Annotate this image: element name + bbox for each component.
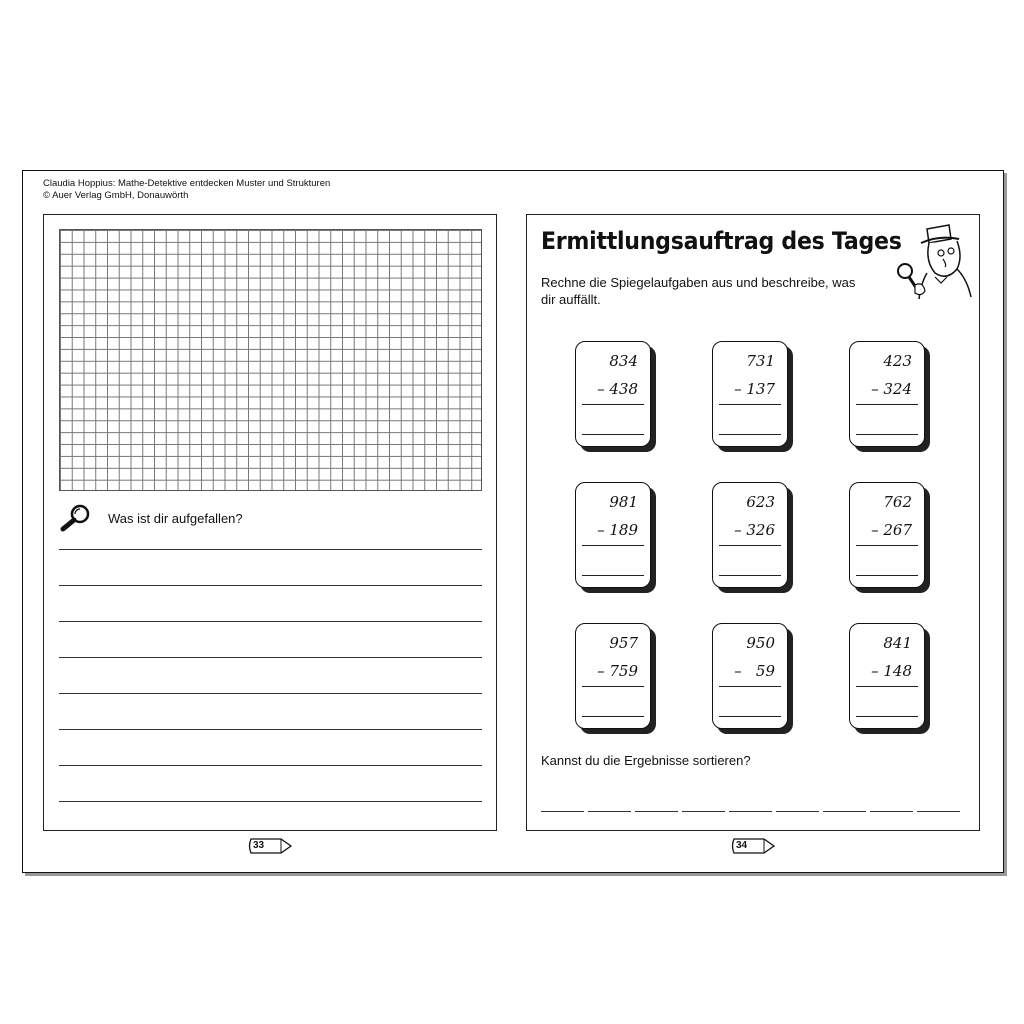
- subtraction-card: [712, 341, 788, 447]
- right-page: [526, 214, 980, 831]
- subtrahend: – 759: [597, 662, 638, 680]
- minuend: 423: [883, 352, 912, 370]
- minuend: 623: [746, 493, 775, 511]
- minuend: 841: [883, 634, 912, 652]
- answer-line[interactable]: [582, 434, 644, 435]
- sum-line: [582, 545, 644, 546]
- sum-line: [856, 545, 918, 546]
- sum-line: [582, 686, 644, 687]
- subtrahend: – 326: [734, 521, 775, 539]
- writing-line[interactable]: [59, 585, 482, 586]
- subtraction-card: [849, 482, 925, 588]
- squared-grid: [59, 229, 482, 491]
- subtraction-card: [575, 623, 651, 729]
- magnifying-glass-icon: [58, 503, 92, 538]
- subtraction-card: [849, 341, 925, 447]
- subtraction-card: [712, 482, 788, 588]
- subtrahend: – 137: [734, 380, 775, 398]
- reflection-question: Was ist dir aufgefallen?: [108, 511, 243, 526]
- worksheet-spread: [22, 170, 1004, 873]
- subtrahend: – 438: [597, 380, 638, 398]
- sort-answer-blank[interactable]: [635, 811, 678, 812]
- answer-line[interactable]: [719, 575, 781, 576]
- writing-line[interactable]: [59, 765, 482, 766]
- sort-answer-blank[interactable]: [823, 811, 866, 812]
- sum-line: [719, 404, 781, 405]
- answer-line[interactable]: [856, 716, 918, 717]
- left-page: [43, 214, 497, 831]
- subtraction-card: [575, 341, 651, 447]
- sort-answer-blank[interactable]: [541, 811, 584, 812]
- subtraction-card: [712, 623, 788, 729]
- answer-line[interactable]: [856, 575, 918, 576]
- sum-line: [856, 404, 918, 405]
- sort-answer-blank[interactable]: [588, 811, 631, 812]
- subtrahend: – 59: [734, 662, 775, 680]
- answer-line[interactable]: [582, 575, 644, 576]
- copyright-header: [43, 178, 330, 202]
- page-number-badge-left: [247, 837, 295, 855]
- subtrahend: – 189: [597, 521, 638, 539]
- subtraction-card: [849, 623, 925, 729]
- sum-line: [582, 404, 644, 405]
- writing-line[interactable]: [59, 621, 482, 622]
- page-number: 33: [253, 840, 265, 851]
- sort-answer-blank[interactable]: [682, 811, 725, 812]
- writing-line[interactable]: [59, 729, 482, 730]
- detective-icon: [891, 221, 973, 306]
- answer-line[interactable]: [719, 434, 781, 435]
- subtrahend: – 148: [871, 662, 912, 680]
- answer-line[interactable]: [856, 434, 918, 435]
- sort-answer-blank[interactable]: [776, 811, 819, 812]
- answer-line[interactable]: [582, 716, 644, 717]
- subtrahend: – 267: [871, 521, 912, 539]
- page-title: Ermittlungsauftrag des Tages: [541, 227, 902, 255]
- sort-answer-blank[interactable]: [729, 811, 772, 812]
- sum-line: [856, 686, 918, 687]
- task-instruction: Rechne die Spiegelaufgaben aus und beschreibe, was dir auffällt.: [541, 275, 856, 307]
- minuend: 731: [746, 352, 775, 370]
- writing-line[interactable]: [59, 801, 482, 802]
- writing-line[interactable]: [59, 657, 482, 658]
- minuend: 957: [609, 634, 638, 652]
- answer-line[interactable]: [719, 716, 781, 717]
- writing-line[interactable]: [59, 693, 482, 694]
- subtrahend: – 324: [871, 380, 912, 398]
- sum-line: [719, 686, 781, 687]
- minuend: 834: [609, 352, 638, 370]
- subtraction-card: [575, 482, 651, 588]
- minuend: 762: [883, 493, 912, 511]
- sum-line: [719, 545, 781, 546]
- minuend: 950: [746, 634, 775, 652]
- minuend: 981: [609, 493, 638, 511]
- page-number: 34: [736, 840, 748, 851]
- sort-answer-blank[interactable]: [917, 811, 960, 812]
- sort-answer-blank[interactable]: [870, 811, 913, 812]
- sort-question: Kannst du die Ergebnisse sortieren?: [541, 753, 751, 768]
- page-number-badge-right: [730, 837, 778, 855]
- writing-line[interactable]: [59, 549, 482, 550]
- publisher-line: © Auer Verlag GmbH, Donauwörth: [43, 190, 189, 201]
- book-title-line: Claudia Hoppius: Mathe-Detektive entdecken Muster und Strukturen: [43, 178, 331, 189]
